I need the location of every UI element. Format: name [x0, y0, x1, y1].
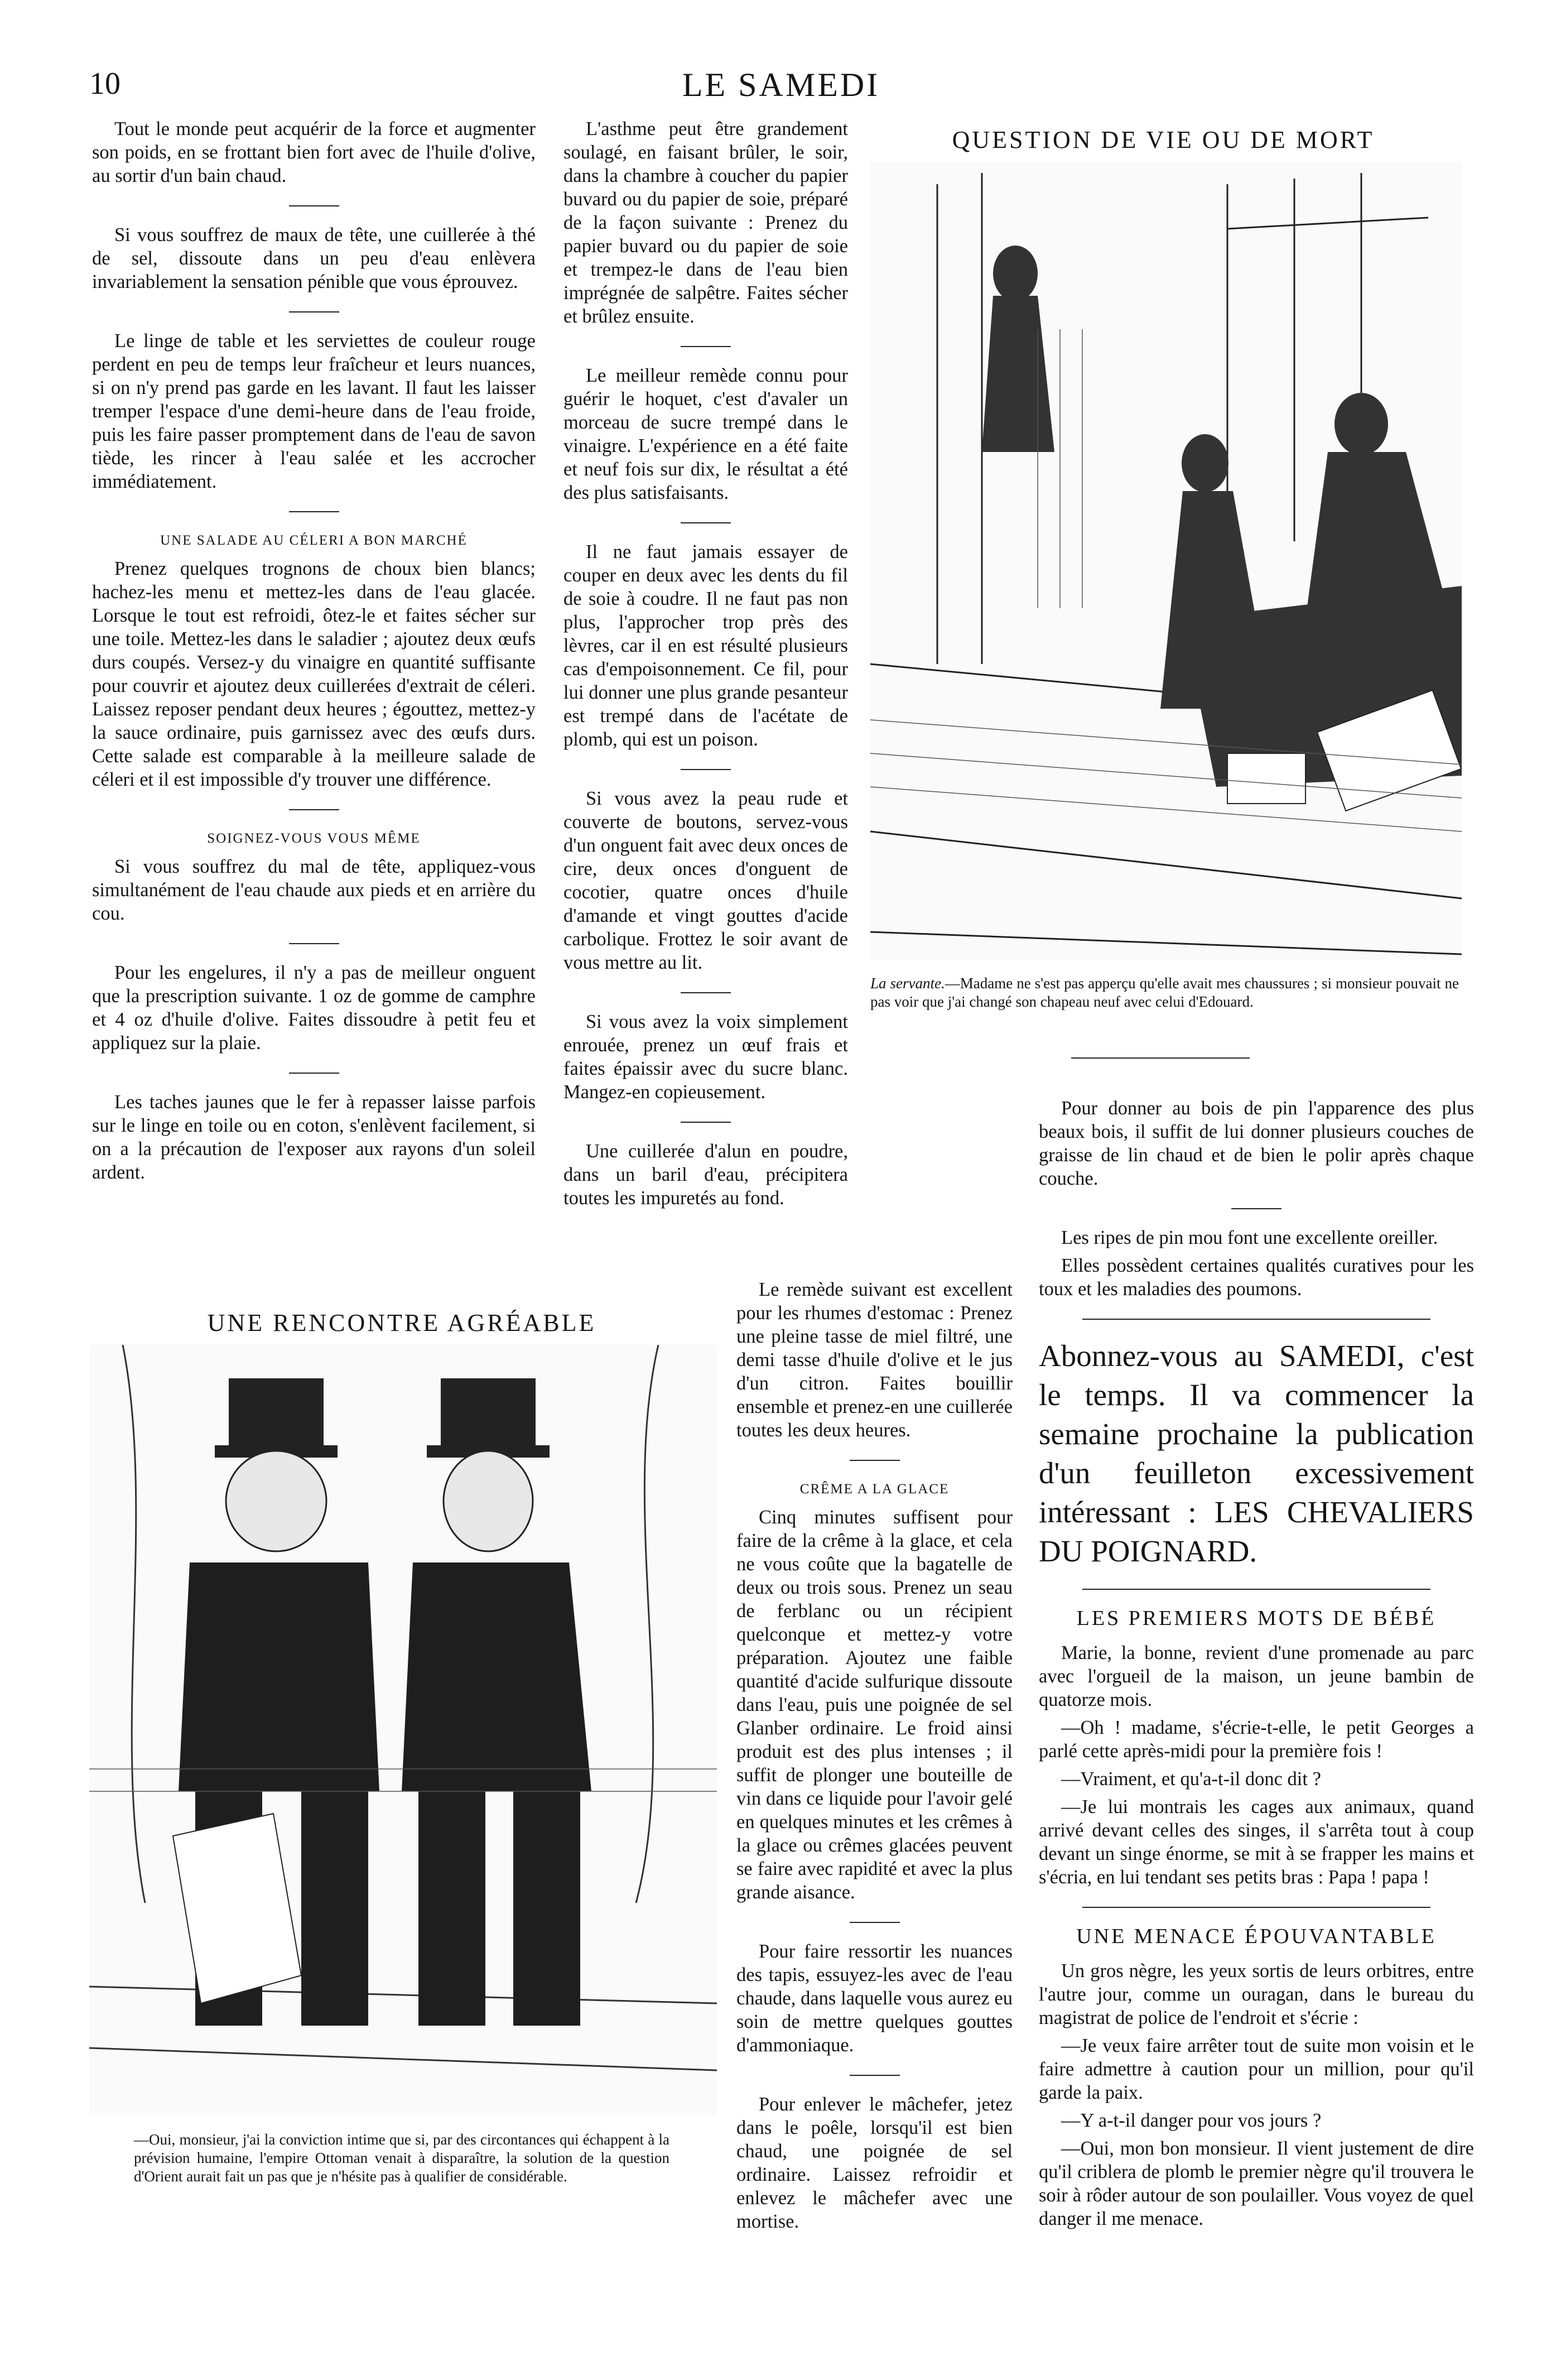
story-bebe-2: —Oh ! madame, s'écrie-t-elle, le petit Georges a parlé cette après-midi pour la première fois !	[1039, 1717, 1474, 1762]
tip-asthme: L'asthme peut être grandement soulagé, en faisant brûler, le soir, dans la chambre à coucher du papier buvard ou du papier de soie, préparé de la façon suivante : Prenez du papier buvard ou du papier de soie et trempez-le dans de l'eau bien imprégnée de salpêtre. Faites sécher et brûlez ensuite.	[563, 118, 848, 327]
heading-premiers-mots: LES PREMIERS MOTS DE BÉBÉ	[1076, 1607, 1437, 1630]
story-menace-1: Un gros nègre, les yeux sortis de leurs orbitres, entre l'autre jour, comme un ouragan, dans le bureau du magistrat de police de l'endroit et s'écrie :	[1039, 1960, 1474, 2028]
story-bebe-1: Marie, la bonne, revient d'une promenade au parc avec l'orgueil de la maison, un jeune bambin de quatorze mois.	[1039, 1642, 1474, 1710]
heading-menace: UNE MENACE ÉPOUVANTABLE	[1076, 1925, 1437, 1948]
tip-rhumes-estomac: Le remède suivant est excellent pour les rhumes d'estomac : Prenez une pleine tasse de miel filtré, une demi tasse d'huile d'olive et le jus d'un citron. Faites bouillir ensemble et prenez-en une cuillerée toutes les deux heures.	[736, 1279, 1013, 1441]
story-menace-3: —Y a-t-il danger pour vos jours ?	[1061, 2110, 1322, 2131]
divider	[289, 511, 339, 512]
tip-hoquet: Le meilleur remède connu pour guérir le hoquet, c'est d'avaler un morceau de sucre trempé dans le vinaigre. L'expérience en a été faite et neuf fois sur dix, le résultat a été des plus satisfaisants.	[563, 365, 848, 503]
story-menace-4: —Oui, mon bon monsieur. Il vient justement de dire qu'il criblera de plomb le premier nègre qu'il trouvera le soir à rôder autour de son poulailler. Vous voyez de quel danger il me menace.	[1039, 2138, 1474, 2229]
heading-salade-celeri: UNE SALADE AU CÉLERI A BON MARCHÉ	[160, 533, 468, 548]
divider	[681, 1122, 731, 1123]
illustration-title-top: QUESTION DE VIE OU DE MORT	[952, 126, 1375, 153]
caption-servante-text: —Madame ne s'est pas apperçu qu'elle avait mes chaussures ; si monsieur pouvait ne pas voir que j'ai changé son chapeau neuf avec celui d'Edouard.	[870, 975, 1459, 1010]
tip-voix-enrouee: Si vous avez la voix simplement enrouée, prenez un œuf frais et faites épaissir avec du sucre blanc. Mangez-en copieusement.	[563, 1011, 848, 1103]
page-number: 10	[89, 66, 121, 101]
tip-force: Tout le monde peut acquérir de la force et augmenter son poids, en se frottant bien fort avec de l'huile d'olive, au sortir d'un bain chaud.	[92, 118, 536, 186]
divider	[850, 2075, 900, 2076]
tip-machefer: Pour enlever le mâchefer, jetez dans le poêle, lorsqu'il est bien chaud, une poignée de sel ordinaire. Laissez refroidir et enlevez le mâchefer avec une mortise.	[736, 2094, 1013, 2232]
divider	[681, 522, 731, 523]
column-2-lower	[736, 1278, 1013, 2238]
divider	[1082, 1319, 1430, 1320]
divider	[681, 346, 731, 347]
engraving-servante-scene	[870, 162, 1462, 960]
tip-taches-jaunes: Les taches jaunes que le fer à repasser laisse parfois sur le linge en toile ou en coton, s'enlèvent facilement, si on a la précaution de l'exposer aux rayons d'un soleil ardent.	[92, 1092, 536, 1183]
tip-ripes-de-pin: Les ripes de pin mou font une excellente oreiller.	[1061, 1227, 1438, 1248]
divider	[850, 1922, 900, 1923]
heading-creme-glace: CRÊME A LA GLACE	[799, 1482, 950, 1497]
illustration-rencontre	[89, 1345, 717, 2115]
divider	[850, 1460, 900, 1461]
illustration-title-bottom: UNE RENCONTRE AGRÉABLE	[207, 1309, 596, 1336]
tip-peau-rude: Si vous avez la peau rude et couverte de boutons, servez-vous d'un onguent fait avec deux onces de cire, deux onces d'onguent de cocotier, quatre onces d'huile d'amande et vingt gouttes d'acide carbolique. Frottez le soir avant de vous mettre au lit.	[563, 788, 848, 973]
divider	[1231, 1208, 1281, 1209]
tip-engelures: Pour les engelures, il n'y a pas de meilleur onguent que la prescription suivante. 1 oz de gomme de camphre et 4 oz d'huile d'olive. Faites dissoudre à petit feu et appliquez sur la plaie.	[92, 962, 536, 1054]
caption-rencontre: —Oui, monsieur, j'ai la conviction intime que si, par des circontances qui échappent à la prévision humaine, l'empire Ottoman venait à disparaître, la solution de la question d'Orient aurait fait un pas que je n'hésite pas à qualifier de considérable.	[134, 2131, 669, 2185]
divider	[289, 809, 339, 810]
tip-bois-de-pin: Pour donner au bois de pin l'apparence des plus beaux bois, il suffit de lui donner plusieurs couches de graisse de lin chaud et de bien le polir après chaque couche.	[1039, 1098, 1474, 1189]
divider	[289, 943, 339, 944]
caption-servante-lead: La servante.	[870, 975, 945, 992]
divider	[681, 992, 731, 993]
tip-linge-de-table: Le linge de table et les serviettes de couleur rouge perdent en peu de temps leur fraîcheur et leurs nuances, si on n'y prend pas garde en les lavant. Il faut les laisser tremper l'espace d'une demi-heure dans de l'eau froide, puis les faire passer promptement dans de l'eau de savon tiède, les rincer à l'eau salée et les accrocher immédiatement.	[92, 330, 536, 492]
story-bebe-3: —Vraiment, et qu'a-t-il donc dit ?	[1061, 1768, 1321, 1790]
recipe-creme-glace: Cinq minutes suffisent pour faire de la crême à la glace, et cela ne vous coûte que la bagatelle de deux ou trois sous. Prenez un seau de ferblanc ou un récipient quelconque et mettez-y votre préparation. Ajoutez une faible quantité d'acide sulfurique dissoute dans l'eau, puis une poignée de sel Glanber ordinaire. Le froid ainsi produit est des plus intenses ; il suffit de plonger une bouteille de vin dans ce liquide pour l'avoir gelé en quelques minutes et les crêmes à la glace ou crêmes glacées peuvent se faire avec rapidité et avec la plus grande aisance.	[736, 1507, 1013, 1903]
tip-qualites-curatives: Elles possèdent certaines qualités curatives pour les toux et les maladies des poumons.	[1039, 1255, 1474, 1300]
column-2	[563, 117, 848, 1214]
tip-mal-de-tete-sel: Si vous souffrez de maux de tête, une cuillerée à thé de sel, dissoute dans un peu d'eau enlèvera invariablement la sensation pénible que vous éprouvez.	[92, 224, 536, 292]
divider	[289, 311, 339, 312]
divider	[289, 205, 339, 206]
recipe-salade-celeri: Prenez quelques trognons de choux bien blancs; hachez-les menu et mettez-les dans de l'eau glacée. Lorsque le tout est refroidi, ôtez-le et faites sécher sur une toile. Mettez-les dans le saladier ; ajoutez deux œufs durs coupés. Versez-y du vinaigre en quantité suffisante pour couvrir et ajoutez deux cuillerées d'extrait de céleri. Laissez reposer pendant deux heures ; égouttez, mettez-y la sauce ordinaire, puis garnissez avec des œufs durs. Cette salade est comparable à la meilleure salade de céleri et il est impossible d'y trouver une différence.	[92, 558, 536, 790]
divider	[1082, 1589, 1430, 1590]
tip-eau-chaude: Si vous souffrez du mal de tête, appliquez-vous simultanément de l'eau chaude aux pieds et en arrière du cou.	[92, 856, 536, 924]
divider	[1071, 1057, 1250, 1059]
masthead: LE SAMEDI	[682, 66, 880, 103]
tip-fil-de-soie: Il ne faut jamais essayer de couper en deux avec les dents du fil de soie à coudre. Il ne faut pas non plus, l'approcher trop près des lèvres, car il en est résulté plusieurs cas d'empoisonnement. Ce fil, pour lui donner une plus grande pesanteur est trempé dans de l'acétate de plomb, qui est un poison.	[563, 541, 848, 750]
caption-servante	[870, 974, 1459, 1011]
tip-tapis: Pour faire ressortir les nuances des tapis, essuyez-les avec de l'eau chaude, dans laquelle vous aurez eu soin de mettre quelques gouttes d'ammoniaque.	[736, 1941, 1013, 2056]
story-menace-2: —Je veux faire arrêter tout de suite mon voisin et le faire admettre à caution pour un million, pour qu'il garde la paix.	[1039, 2035, 1474, 2103]
tip-alun: Une cuillerée d'alun en poudre, dans un baril d'eau, précipitera toutes les impuretés au fond.	[563, 1141, 848, 1209]
divider	[681, 769, 731, 770]
divider	[289, 1073, 339, 1074]
engraving-two-gentlemen	[89, 1345, 717, 2115]
story-bebe-4: —Je lui montrais les cages aux animaux, quand arrivé devant celles des singes, il s'arrêta tout à coup devant un singe énorme, se mit à se frapper les mains et s'écria, en lui tendant ses petits bras : Papa ! papa !	[1039, 1796, 1474, 1888]
illustration-servante	[870, 162, 1462, 960]
column-3	[1039, 1097, 1474, 2235]
divider	[1082, 1907, 1430, 1908]
column-1	[92, 117, 536, 1189]
subscription-notice: Abonnez-vous au SAMEDI, c'est le temps. Il va commencer la semaine prochaine la publication d'un feuilleton excessivement intéressant : LES CHEVALIERS DU POIGNARD.	[1039, 1339, 1474, 1568]
heading-soignez-vous: SOIGNEZ-VOUS VOUS MÊME	[207, 831, 421, 846]
